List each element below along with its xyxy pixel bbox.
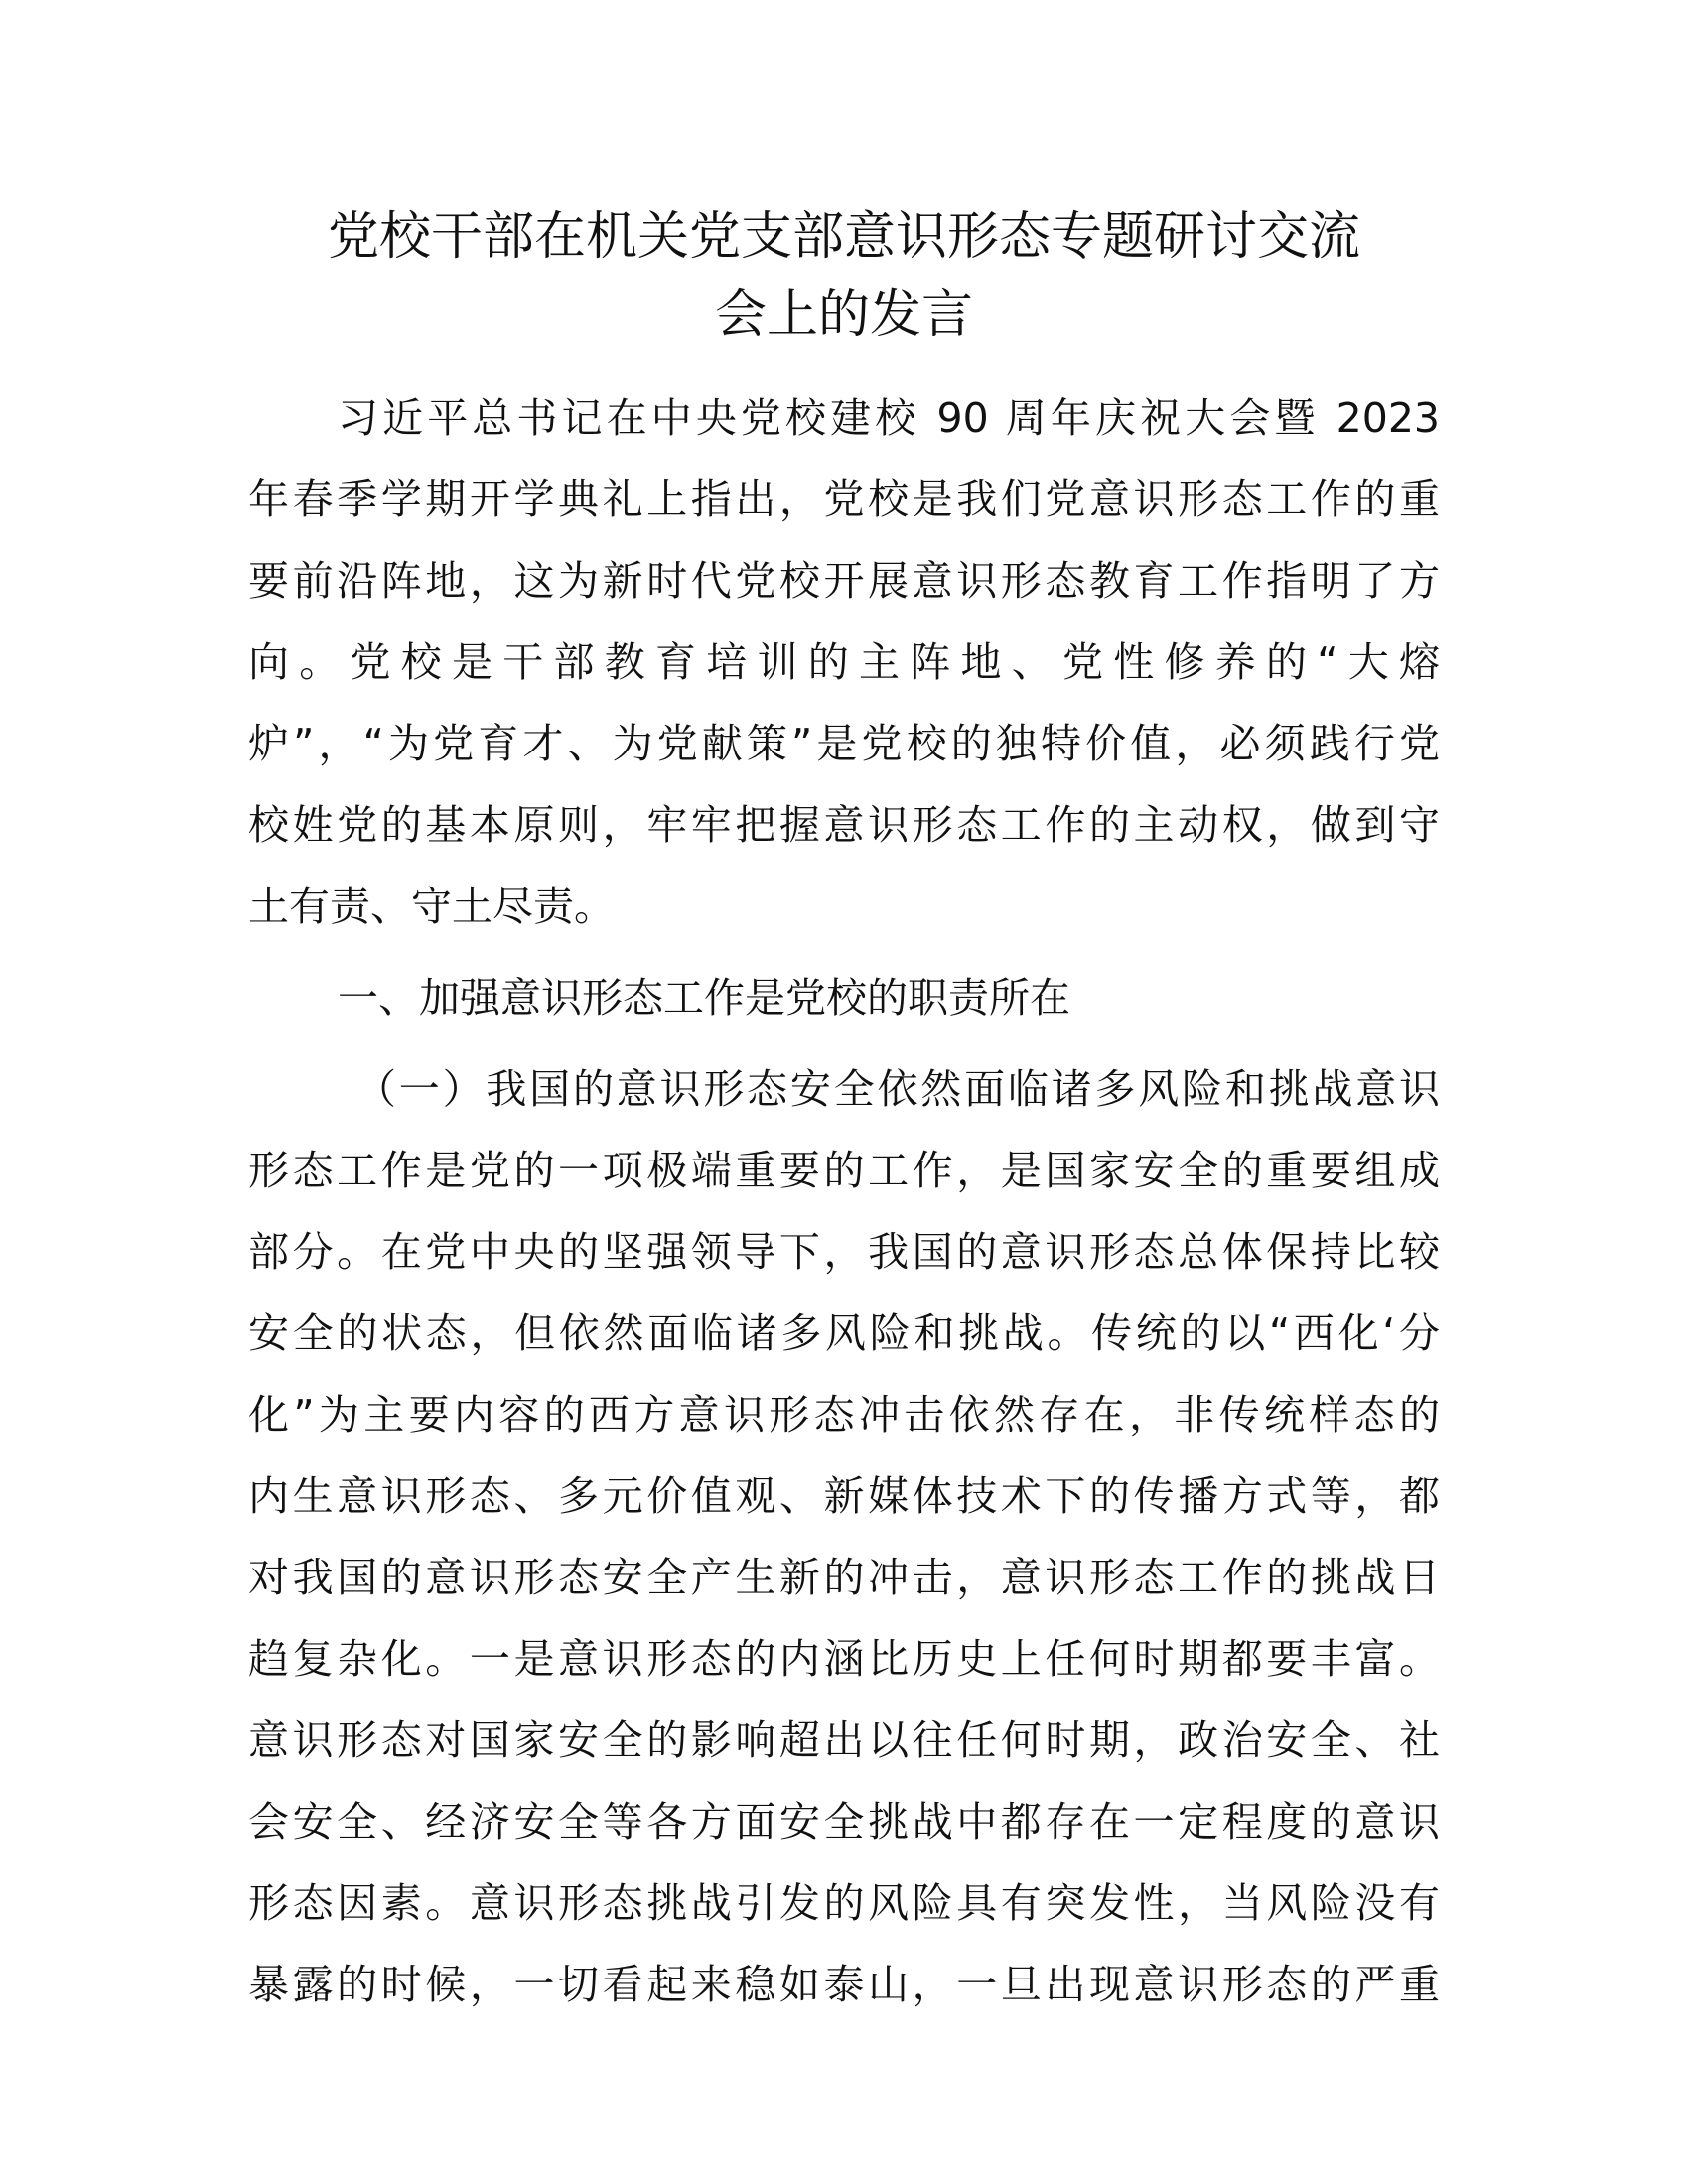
paragraph-line: 炉”，“为党育才、为党献策”是党校的独特价值，必须践行党 [248,720,1440,767]
document-body [248,377,1440,2025]
paragraph-line: 土有责、守土尽责。 [248,883,615,930]
paragraph-line: 年春季学期开学典礼上指出，党校是我们党意识形态工作的重 [248,476,1440,523]
paragraph-line: 对我国的意识形态安全产生新的冲击，意识形态工作的挑战日 [248,1554,1440,1601]
paragraph-line: （一）我国的意识形态安全依然面临诸多风险和挑战意识 [355,1065,1440,1113]
title-line-2: 会上的发言 [714,285,973,344]
paragraph-line: 形态工作是党的一项极端重要的工作，是国家安全的重要组成 [248,1147,1440,1194]
paragraph-line: 向。党校是干部教育培训的主阵地、党性修养的“大熔 [248,638,1440,686]
paragraph-line: 趋复杂化。一是意识形态的内涵比历史上任何时期都要丰富。 [248,1635,1440,1683]
paragraph-line: 部分。在党中央的坚强领导下，我国的意识形态总体保持比较 [248,1228,1440,1276]
paragraph-gap [248,1038,1440,1048]
paragraph-line: 化”为主要内容的西方意识形态冲击依然存在，非传统样态的 [248,1391,1440,1438]
paragraph-gap [248,947,1440,957]
paragraph-intro [248,377,1440,947]
paragraph-line: 内生意识形态、多元价值观、新媒体技术下的传播方式等，都 [248,1472,1440,1520]
title-line-1: 党校干部在机关党支部意识形态专题研讨交流 [327,207,1360,267]
paragraph-line: 形态因素。意识形态挑战引发的风险具有突发性，当风险没有 [248,1879,1440,1927]
document-title [248,199,1440,353]
paragraph-line: 要前沿阵地，这为新时代党校开展意识形态教育工作指明了方 [248,557,1440,605]
paragraph-line: 暴露的时候，一切看起来稳如泰山，一旦出现意识形态的严重 [248,1961,1440,2008]
paragraph-line: 安全的状态，但依然面临诸多风险和挑战。传统的以“西化‘分 [248,1309,1440,1357]
section-heading: 一、加强意识形态工作是党校的职责所在 [338,974,1070,1022]
paragraph-line: 习近平总书记在中央党校建校 90 周年庆祝大会暨 2023 [338,394,1440,442]
paragraph-line: 会安全、经济安全等各方面安全挑战中都存在一定程度的意识 [248,1798,1440,1845]
paragraph-line: 意识形态对国家安全的影响超出以往任何时期，政治安全、社 [248,1716,1440,1764]
paragraph-section-1 [248,1048,1440,2025]
paragraph-line: 校姓党的基本原则，牢牢把握意识形态工作的主动权，做到守 [248,801,1440,849]
